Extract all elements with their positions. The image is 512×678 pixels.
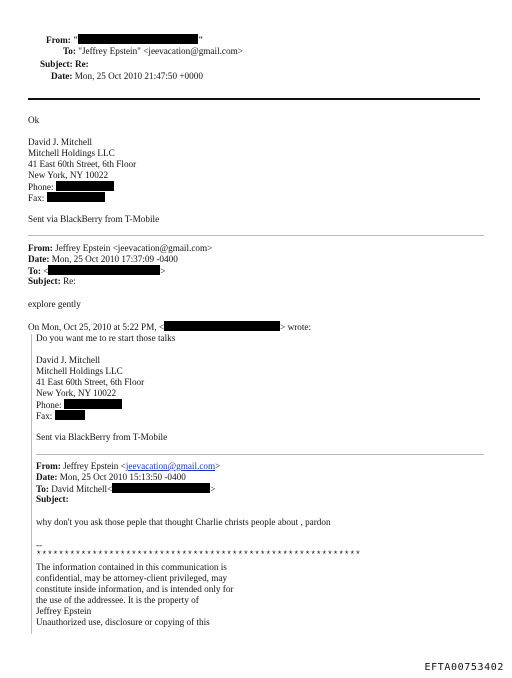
- quoted-to-close: >: [210, 484, 216, 494]
- redaction-block: [48, 265, 160, 275]
- msg2-to-close: >: [160, 266, 166, 276]
- quoted-signature-name: David J. Mitchell: [36, 355, 101, 365]
- quoted-sent-via-line: Sent via BlackBerry from T-Mobile: [36, 432, 168, 442]
- quoted-from-email-link[interactable]: jeevacation@gmail.com: [125, 461, 216, 471]
- header-subject-label: Subject:: [40, 59, 73, 69]
- asterisk-separator: **********************************************************: [36, 550, 361, 560]
- quoted-from-label: From:: [36, 461, 61, 471]
- signature-address: 41 East 60th Street, 6th Floor: [28, 159, 137, 169]
- msg2-date-value: Mon, 25 Oct 2010 17:37:09 -0400: [51, 254, 178, 264]
- signature-fax-row: [28, 192, 105, 204]
- msg2-date-row: [28, 254, 178, 265]
- quoted-from-name: Jeffrey Epstein <: [63, 461, 126, 471]
- msg2-from-row: [28, 243, 212, 254]
- quoted-signature-city: New York, NY 10022: [36, 388, 117, 398]
- redaction-block: [112, 483, 210, 493]
- quoted-divider: [36, 454, 484, 455]
- disclaimer-line: the use of the addressee. It is the property of: [36, 595, 199, 605]
- quoted-subject-label: Subject:: [36, 494, 69, 504]
- msg2-date-label: Date:: [28, 254, 50, 264]
- msg2-body: explore gently: [28, 299, 81, 309]
- msg2-from-label: From:: [28, 243, 53, 253]
- quoted-body2: why don't you ask those peple that thought Charlie christs people about , pardon: [36, 517, 331, 527]
- msg2-subject-value: Re:: [62, 276, 76, 286]
- disclaimer-line: constitute inside information, and is intended only for: [36, 584, 234, 594]
- header-subject-value: Re:: [74, 59, 89, 69]
- header-subject-row: [40, 59, 89, 70]
- msg2-subject-label: Subject:: [28, 276, 61, 286]
- header-divider: [28, 98, 480, 100]
- header-from-close-quote: ": [198, 35, 204, 45]
- header-from-row: [46, 34, 203, 46]
- msg2-to-open: <: [43, 266, 49, 276]
- quote-intro-line: [28, 321, 311, 333]
- msg2-to-label: To:: [28, 266, 41, 276]
- msg2-from-value: Jeffrey Epstein <jeevacation@gmail.com>: [55, 243, 213, 253]
- redaction-block: [56, 181, 114, 191]
- signature-name: David J. Mitchell: [28, 137, 93, 147]
- bates-number: EFTA00753402: [424, 662, 504, 673]
- header-from-label: From:: [46, 35, 71, 45]
- disclaimer-line: Unauthorized use, disclosure or copying of this: [36, 617, 210, 627]
- redaction-block: [64, 399, 122, 409]
- signature-separator: --: [36, 540, 43, 550]
- disclaimer-line: Jeffrey Epstein: [36, 606, 92, 616]
- quoted-to-value: David Mitchell<: [51, 484, 113, 494]
- header-date-label: Date:: [51, 71, 73, 81]
- quote-bar: [31, 334, 32, 634]
- quoted-to-label: To:: [36, 484, 49, 494]
- quoted-date-row: [36, 472, 186, 483]
- quoted-fax-row: [36, 410, 85, 422]
- msg2-subject-row: [28, 276, 76, 287]
- phone-label: Phone:: [28, 182, 54, 192]
- header-from-open-quote: ": [73, 35, 79, 45]
- message-divider: [28, 235, 484, 236]
- quoted-signature-address: 41 East 60th Street, 6th Floor: [36, 377, 145, 387]
- fax-label: Fax:: [28, 193, 45, 203]
- redaction-block: [55, 410, 85, 420]
- redaction-block: [78, 34, 198, 44]
- quote-intro-suffix: > wrote:: [280, 322, 312, 332]
- redaction-block: [164, 321, 280, 331]
- signature-company: Mitchell Holdings LLC: [28, 148, 115, 158]
- quote-intro-prefix: On Mon, Oct 25, 2010 at 5:22 PM, <: [28, 322, 165, 332]
- header-to-label: To:: [63, 46, 76, 56]
- header-to-value: "Jeffrey Epstein" <jeevacation@gmail.com>: [78, 46, 243, 56]
- quoted-body: Do you want me to re start those talks: [36, 333, 176, 343]
- quoted-from-row: [36, 461, 220, 472]
- fax-label: Fax:: [36, 411, 53, 421]
- quoted-from-close: >: [215, 461, 221, 471]
- reply-body: Ok: [28, 115, 40, 125]
- header-date-row: [51, 71, 203, 82]
- quoted-signature-company: Mitchell Holdings LLC: [36, 366, 123, 376]
- header-to-row: [63, 46, 243, 57]
- sent-via-line: Sent via BlackBerry from T-Mobile: [28, 214, 160, 224]
- quoted-subject-row: [36, 494, 69, 505]
- header-date-value: Mon, 25 Oct 2010 21:47:50 +0000: [74, 71, 203, 81]
- signature-city: New York, NY 10022: [28, 170, 109, 180]
- quoted-date-label: Date:: [36, 472, 58, 482]
- disclaimer-line: The information contained in this communication is: [36, 562, 227, 572]
- disclaimer-line: confidential, may be attorney-client privileged, may: [36, 573, 228, 583]
- phone-label: Phone:: [36, 400, 62, 410]
- quoted-date-value: Mon, 25 Oct 2010 15:13:50 -0400: [59, 472, 186, 482]
- redaction-block: [47, 192, 105, 202]
